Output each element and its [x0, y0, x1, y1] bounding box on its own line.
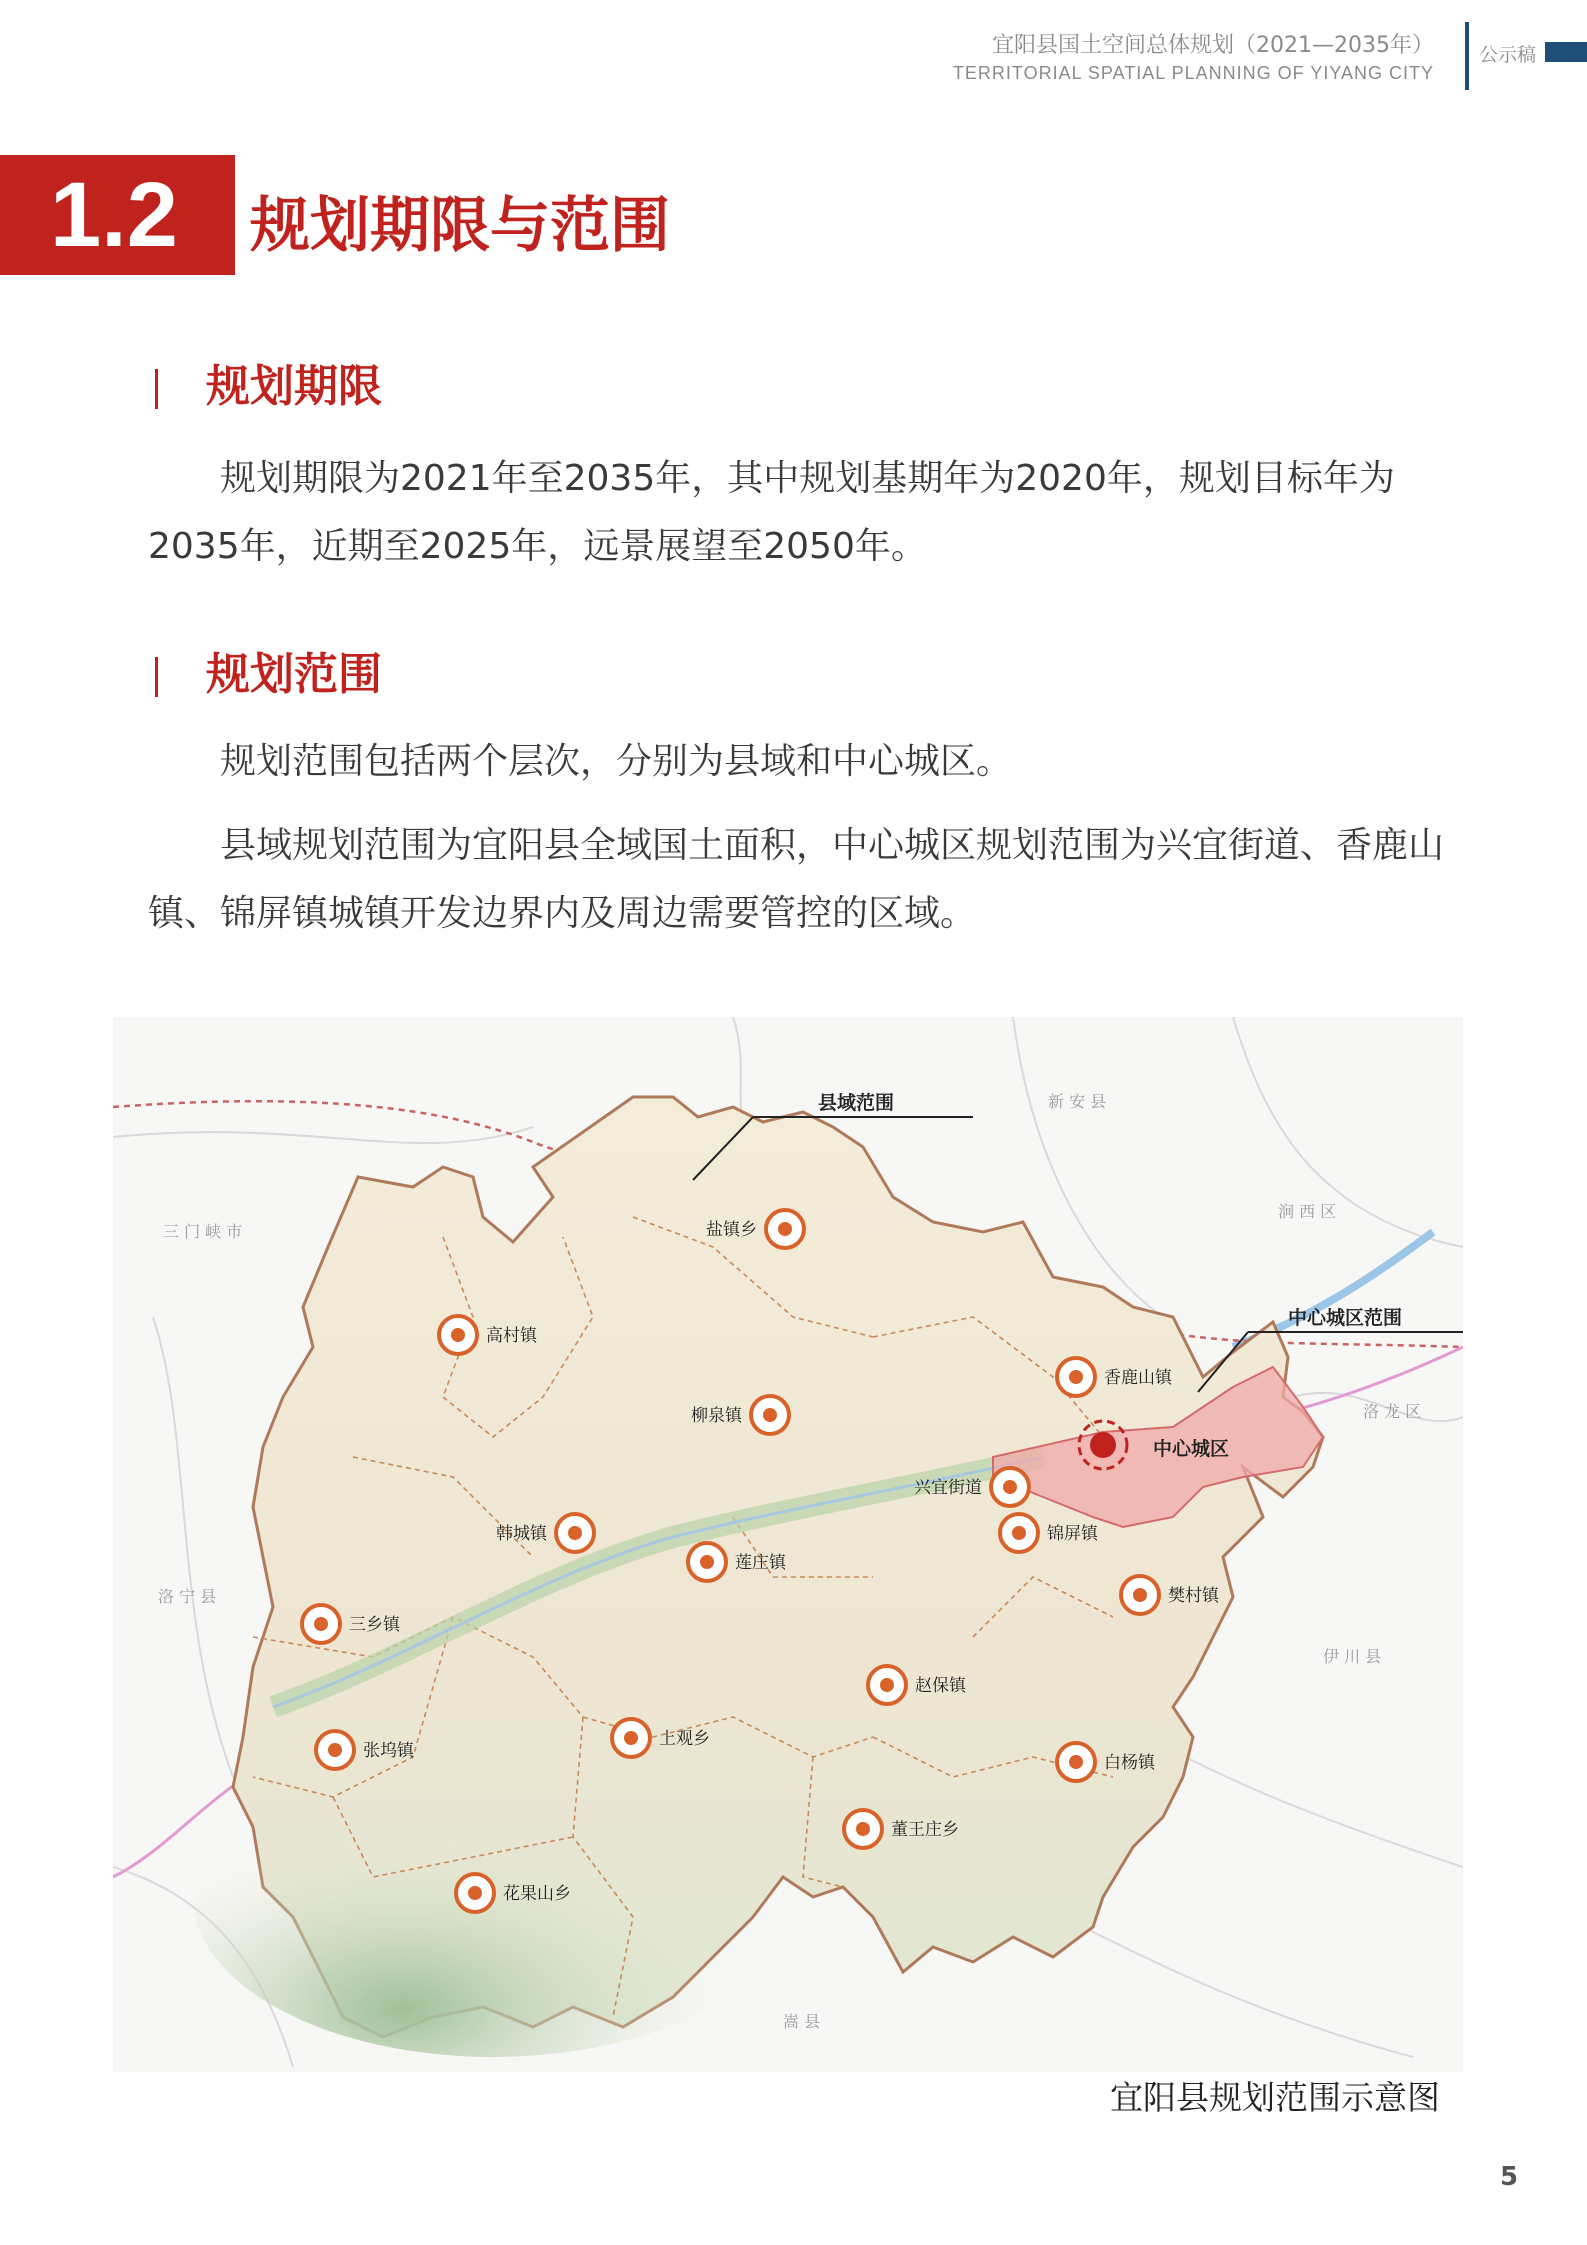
header-title: 宜阳县国土空间总体规划（2021—2035年）	[992, 33, 1434, 58]
central-city-label: 中心城区	[1153, 1438, 1230, 1460]
scope-paragraph-1	[148, 728, 1448, 796]
town-label: 张坞镇	[363, 1741, 414, 1761]
neighbor-label: 三 门 峡 市	[163, 1222, 243, 1241]
neighbor-label: 新 安 县	[1048, 1092, 1107, 1111]
scope-text-1: 规划范围包括两个层次，分别为县域和中心城区。	[220, 741, 1013, 782]
header-subtitle: TERRITORIAL SPATIAL PLANNING OF YIYANG CITY	[952, 63, 1434, 83]
town-label: 柳泉镇	[691, 1406, 742, 1426]
town-label: 香鹿山镇	[1104, 1368, 1172, 1388]
town-label: 兴宜街道	[914, 1478, 982, 1498]
town-label: 董王庄乡	[891, 1820, 959, 1840]
scope-text-2: 县域规划范围为宜阳县全域国土面积，中心城区规划范围为兴宜街道、香鹿山镇、锦屏镇城镇开发边界内及周边需要管控的区域。	[148, 825, 1445, 934]
neighbor-label: 洛 宁 县	[158, 1587, 217, 1606]
town-label: 赵保镇	[915, 1676, 966, 1696]
central-scope-label: 中心城区范围	[1288, 1307, 1403, 1329]
scope-paragraph-2	[148, 812, 1448, 948]
planning-scope-map	[113, 1017, 1463, 2072]
period-paragraph	[148, 445, 1448, 581]
town-label: 三乡镇	[349, 1615, 400, 1635]
map-caption: 宜阳县规划范围示意图	[1110, 2078, 1440, 2117]
subheading-period-text: 规划期限	[206, 361, 382, 412]
town-label: 花果山乡	[503, 1884, 571, 1904]
section-number: 1.2	[0, 155, 235, 275]
subheading-scope	[155, 645, 382, 705]
town-label: 上观乡	[659, 1729, 710, 1749]
neighbor-label: 涧 西 区	[1278, 1202, 1337, 1221]
period-text: 规划期限为2021年至2035年，其中规划基期年为2020年，规划目标年为2035年，近期至2025年，远景展望至2050年。	[148, 458, 1395, 567]
neighbor-label: 嵩 县	[783, 2012, 821, 2031]
town-label: 白杨镇	[1104, 1753, 1155, 1773]
neighbor-label: 洛 龙 区	[1363, 1402, 1422, 1421]
header-divider	[1465, 22, 1469, 90]
neighbor-label: 伊 川 县	[1323, 1647, 1382, 1666]
town-label: 锦屏镇	[1047, 1524, 1098, 1544]
page-number: 5	[1500, 2162, 1519, 2192]
subheading-bar	[155, 657, 158, 697]
section-title: 规划期限与范围	[250, 191, 670, 261]
county-scope-label: 县域范围	[818, 1092, 895, 1114]
town-label: 韩城镇	[496, 1524, 547, 1544]
draft-badge: 公示稿	[1479, 44, 1537, 66]
subheading-period	[155, 357, 382, 417]
town-label: 高村镇	[486, 1326, 537, 1346]
town-label: 盐镇乡	[706, 1220, 757, 1240]
town-label: 樊村镇	[1168, 1586, 1219, 1606]
subheading-bar	[155, 369, 158, 409]
header-accent-block	[1545, 42, 1587, 62]
town-label: 莲庄镇	[735, 1553, 786, 1573]
subheading-scope-text: 规划范围	[206, 649, 382, 700]
